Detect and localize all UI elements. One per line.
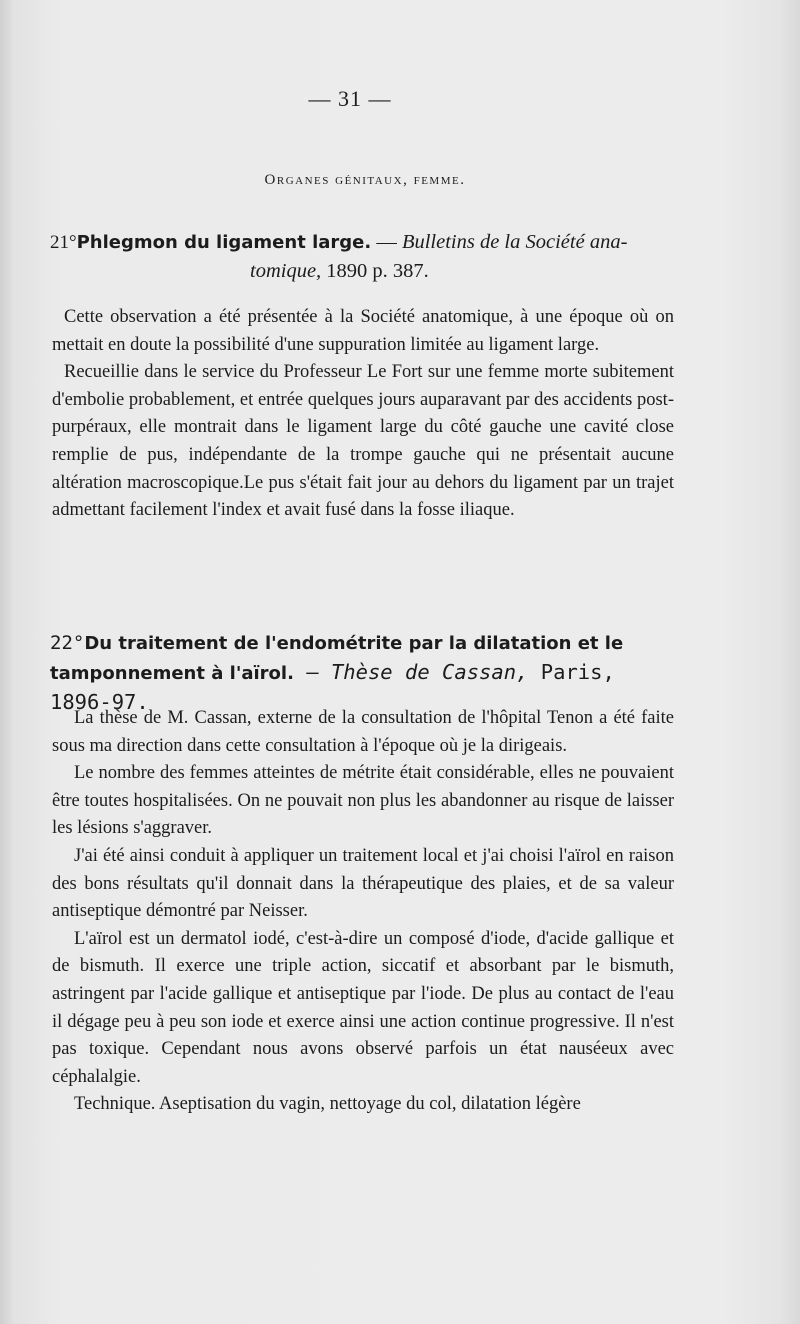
entry-21-source: Bulletins de la Société ana-: [401, 231, 628, 253]
entry-21-source-line2: [50, 257, 670, 285]
entry-21-source-cont: tomique,: [250, 260, 322, 282]
entry-21-source-details: 1890 p. 387.: [321, 260, 429, 282]
section-title: Organes génitaux, femme.: [264, 172, 466, 188]
entry-22-title: Du traitement de l'endométrite par la dilatation et le tamponnement à l'aïrol.: [50, 633, 624, 684]
entry-21-dash: —: [371, 231, 402, 253]
entry-22-source-details: Paris, 1896-97.: [50, 660, 615, 714]
entry-22-heading: [50, 628, 670, 716]
page-number: — 31 —: [308, 86, 392, 111]
paragraph: J'ai été ainsi conduit à appliquer un traitement local et j'ai choisi l'aïrol en raison des bons résultats qu'il donnait dans la thérapeutique des plaies, et de sa valeur antiseptique démontré par Neisser.: [52, 845, 674, 922]
entry-22-source: Thèse de Cassan,: [330, 660, 529, 684]
paragraph: L'aïrol est un dermatol iodé, c'est-à-dire un composé d'iode, d'acide gallique et de bismuth. Il exerce une triple action, siccatif et absorbant par le bismuth, astringent par l'acide gallique et antiseptique par l'iode. De plus au contact de l'eau il dégage peu à peu son iode et exerce ainsi une action continue progressive. Il n'est pas toxique. Cependant nous avons observé parfois un état nauséeux avec céphalalgie.: [52, 928, 674, 1087]
entry-21-number: 21°: [50, 232, 77, 253]
paragraph: La thèse de M. Cassan, externe de la consultation de l'hôpital Tenon a été faite sous ma direction dans cette consultation à l'époque où je la dirigeais.: [52, 708, 674, 756]
paragraph: Recueillie dans le service du Professeur Le Fort sur une femme morte subitement d'embolie probablement, et entrée quelques jours auparavant par des accidents post-purpéraux, elle montrait dans le ligament large du côté gauche une cavité close remplie de pus, indépendante de la trompe gauche qui ne présentait aucune altération macroscopique.Le pus s'était fait jour au dehors du ligament par un trajet admettant facilement l'index et avait fusé dans la fosse iliaque.: [52, 362, 674, 521]
paragraph: Le nombre des femmes atteintes de métrite était considérable, elles ne pouvaient être toutes hospitalisées. On ne pouvait non plus les abandonner au risque de laisser les lésions s'aggraver.: [52, 763, 674, 839]
entry-22-dash: —: [293, 660, 331, 684]
entry-21-body: [52, 304, 674, 525]
paragraph: Cette observation a été présentée à la Société anatomique, à une époque où on mettait en doute la possibilité d'une suppuration limitée au ligament large.: [52, 307, 674, 355]
entry-21-title: Phlegmon du ligament large.: [76, 232, 372, 253]
entry-21-heading: [50, 228, 670, 285]
entry-22-number: 22°: [50, 632, 85, 654]
paragraph: Technique. Aseptisation du vagin, nettoyage du col, dilatation légère: [74, 1094, 581, 1115]
entry-22-body: [52, 705, 674, 1119]
